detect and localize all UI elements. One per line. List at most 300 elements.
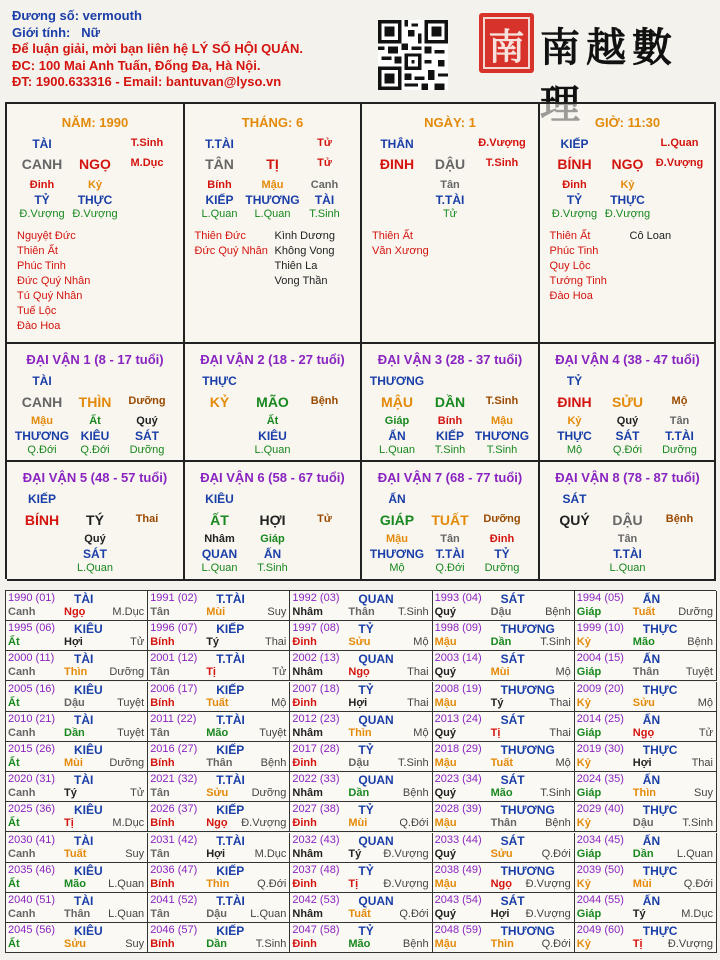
dai-van-title: ĐẠI VẬN 6 (58 - 67 tuổi)	[200, 470, 345, 485]
year-god: SÁT	[500, 652, 525, 667]
year-cell	[433, 591, 575, 621]
year-state: Mộ	[413, 726, 429, 739]
hidden-state: L.Quan	[201, 562, 238, 574]
year-cell	[148, 682, 290, 712]
hidden-god: KIẾP	[205, 193, 234, 207]
year-branch: Thân	[64, 908, 91, 920]
hidden-god: THƯƠNG	[14, 429, 70, 443]
year-label: 2026 (37)	[150, 803, 198, 816]
year-state: L.Quan	[250, 908, 287, 920]
year-stem: Bính	[150, 757, 175, 769]
hidden-stem: Quý	[136, 415, 158, 427]
dai-van-branch: TÝ	[86, 512, 104, 528]
year-state: M.Dục	[112, 606, 145, 618]
year-state: Tuyệt	[117, 726, 145, 739]
year-cell	[575, 802, 717, 832]
year-god: TỶ	[358, 682, 374, 697]
year-state: Thai	[549, 696, 571, 709]
hidden-state: L.Quan	[201, 208, 238, 220]
dai-van-branch: HỢI	[259, 512, 286, 528]
hidden-god: TỶ	[34, 193, 50, 207]
year-branch: Tuất	[348, 908, 371, 920]
year-cell	[290, 893, 432, 923]
hidden-state: L.Quan	[609, 562, 646, 574]
year-state: Mộ	[413, 636, 429, 649]
year-cell	[6, 772, 148, 802]
year-label: 2030 (41)	[8, 833, 56, 846]
star-label-bad: Kình Dương	[274, 230, 335, 242]
hidden-god: TÀI	[314, 193, 335, 207]
year-god: THỰC	[642, 924, 678, 939]
year-stem: Bính	[150, 877, 175, 890]
year-cell	[148, 651, 290, 681]
year-state: Bệnh	[402, 938, 429, 951]
year-stem: Giáp	[576, 787, 602, 800]
pillar-top-god: TÀI	[32, 137, 52, 151]
year-label: 1994 (05)	[576, 592, 624, 604]
year-branch: Sửu	[206, 787, 229, 800]
year-state: Q.Đới	[399, 817, 429, 830]
year-stem: Bính	[150, 636, 175, 649]
year-state: Bệnh	[545, 817, 571, 830]
year-cell	[148, 923, 290, 953]
year-label: 2022 (33)	[292, 773, 340, 786]
dai-van-cell	[362, 462, 540, 581]
year-god: THỰC	[642, 803, 678, 818]
year-god: QUAN	[358, 712, 394, 727]
year-label: 2009 (20)	[576, 682, 624, 695]
year-god: SÁT	[500, 833, 525, 848]
dai-van-god: THƯƠNG	[369, 374, 425, 388]
hidden-stem: Quý	[84, 533, 106, 545]
year-label: 2041 (52)	[150, 894, 198, 906]
year-state: Q.Đới	[257, 877, 287, 890]
hidden-stem: Mậu	[31, 415, 53, 427]
dai-van-title: ĐẠI VẬN 8 (78 - 87 tuổi)	[555, 470, 700, 485]
earthly-branch: DẬU	[434, 156, 466, 172]
dai-van-title: ĐẠI VẬN 5 (48 - 57 tuổi)	[22, 470, 168, 485]
star-label: Văn Xương	[372, 245, 429, 257]
year-cell	[148, 742, 290, 772]
year-god: ẤN	[642, 894, 661, 908]
year-branch: Tị	[64, 817, 74, 830]
year-god: T.TÀI	[216, 592, 245, 606]
year-cell	[148, 802, 290, 832]
year-cell	[433, 621, 575, 651]
year-god: KIẾP	[216, 622, 245, 637]
year-god: THỰC	[642, 743, 678, 757]
heavenly-stem: ĐINH	[379, 156, 415, 172]
gender-line: Giới tính: Nữ	[12, 24, 100, 40]
year-state: Đ.Vượng	[383, 847, 429, 860]
heavenly-stem: BÍNH	[557, 156, 592, 172]
year-branch: Tị	[632, 938, 643, 951]
year-state: T.Sinh	[398, 757, 429, 769]
year-label: 2018 (29)	[434, 743, 482, 755]
year-state: Mộ	[697, 696, 713, 709]
hidden-god: THƯƠNG	[474, 429, 530, 443]
dai-van-branch: THÌN	[78, 394, 112, 410]
year-god: T.TÀI	[216, 894, 245, 908]
hidden-state: L.Quan	[254, 208, 291, 220]
pillar-cell	[7, 104, 185, 344]
year-cell	[6, 742, 148, 772]
year-stem: Nhâm	[292, 787, 323, 800]
year-label: 2046 (57)	[150, 924, 198, 937]
hidden-state: Tử	[442, 208, 458, 220]
star-label: Nguyệt Đức	[17, 230, 76, 242]
year-label: 1991 (02)	[150, 592, 198, 604]
pillar-top-god: KIẾP	[560, 137, 589, 151]
dai-van-branch: DẦN	[434, 394, 466, 410]
year-god: T.TÀI	[216, 712, 245, 727]
dai-van-title: ĐẠI VẬN 4 (38 - 47 tuổi)	[555, 352, 700, 367]
year-god: KIẾP	[216, 682, 245, 697]
year-god: T.TÀI	[216, 652, 245, 667]
year-label: 2003 (14)	[434, 652, 482, 665]
year-cell	[433, 833, 575, 863]
year-cell	[433, 742, 575, 772]
year-label: 2006 (17)	[150, 682, 198, 695]
year-label: 2045 (56)	[8, 924, 56, 937]
year-stem: Ất	[8, 757, 20, 769]
year-state: T.Sinh	[682, 817, 713, 830]
hidden-state: T.Sinh	[434, 444, 466, 456]
year-cell	[575, 682, 717, 712]
dai-van-state: Mộ	[671, 395, 688, 407]
year-god: KIÊU	[74, 924, 103, 939]
year-god: KIẾP	[216, 863, 245, 878]
year-god: TÀI	[74, 652, 94, 667]
year-state: Mộ	[555, 757, 571, 769]
year-label: 2038 (49)	[434, 863, 482, 876]
year-branch: Dần	[206, 938, 227, 951]
year-state: Suy	[267, 606, 287, 618]
year-god: THƯƠNG	[500, 863, 555, 878]
hidden-stem: Đinh	[562, 179, 587, 191]
year-god: T.TÀI	[216, 833, 245, 848]
year-label: 1997 (08)	[292, 622, 340, 635]
year-label: 2001 (12)	[150, 652, 198, 665]
year-god: KIÊU	[74, 743, 103, 757]
hidden-god: KIẾP	[435, 429, 465, 443]
year-label: 2002 (13)	[292, 652, 340, 665]
year-branch: Tuất	[64, 847, 87, 860]
year-stem: Bính	[150, 938, 175, 951]
pillar-top-state: L.Quan	[660, 137, 699, 149]
dai-van-state: Thai	[135, 513, 159, 525]
year-stem: Bính	[150, 696, 175, 709]
year-god: KIÊU	[74, 803, 103, 818]
dai-van-branch: TUẤT	[431, 512, 469, 528]
year-cell	[6, 923, 148, 953]
year-cell	[148, 772, 290, 802]
hidden-state: Đ.Vượng	[604, 208, 651, 220]
dai-van-state: Bệnh	[310, 395, 339, 407]
year-branch: Tị	[206, 666, 216, 679]
year-stem: Mậu	[434, 877, 457, 890]
year-state: Bệnh	[545, 606, 571, 618]
heavenly-stem: TÂN	[205, 156, 234, 172]
year-stem: Đinh	[292, 696, 317, 709]
year-cell	[575, 893, 717, 923]
pillar-top-state: Tử	[317, 137, 332, 149]
year-branch: Mùi	[632, 877, 652, 890]
year-cell	[6, 833, 148, 863]
year-cell	[148, 863, 290, 893]
year-god: ẤN	[642, 652, 661, 667]
dai-van-god: TÀI	[32, 374, 52, 388]
year-cell	[148, 833, 290, 863]
year-branch: Thân	[348, 606, 375, 618]
year-cell	[433, 772, 575, 802]
year-label: 2004 (15)	[576, 652, 624, 665]
hidden-state: T.Sinh	[309, 208, 340, 220]
year-god: KIÊU	[74, 682, 103, 697]
year-state: Suy	[125, 847, 145, 860]
hidden-god: T.TÀI	[435, 547, 465, 561]
hidden-stem: Bính	[437, 415, 463, 427]
hidden-state: Đ.Vượng	[19, 208, 65, 220]
year-label: 2033 (44)	[434, 833, 482, 846]
year-cell	[575, 712, 717, 742]
year-stem: Ất	[8, 636, 20, 649]
dai-van-god: SÁT	[562, 492, 587, 506]
year-cell	[6, 893, 148, 923]
year-state: Tuyệt	[685, 666, 713, 679]
year-branch: Tý	[632, 908, 646, 920]
year-stem: Nhâm	[292, 726, 323, 739]
pillar-title: THÁNG: 6	[241, 115, 304, 130]
year-god: THỰC	[642, 682, 678, 697]
year-branch: Tị	[490, 726, 501, 739]
hidden-god: SÁT	[135, 429, 159, 443]
hidden-state: Mộ	[566, 444, 583, 456]
year-cell	[6, 591, 148, 621]
dai-van-stem: ẤT	[210, 512, 229, 528]
year-stem: Tân	[150, 908, 170, 920]
year-branch: Dần	[348, 787, 370, 800]
year-state: Đ.Vượng	[667, 938, 713, 951]
address-line: ĐC: 100 Mai Anh Tuấn, Đống Đa, Hà Nội.	[12, 57, 261, 73]
year-cell	[6, 621, 148, 651]
year-god: TÀI	[74, 712, 94, 727]
star-label: Tuế Lộc	[17, 305, 57, 317]
year-label: 1998 (09)	[434, 622, 482, 635]
dai-van-stem: QUÝ	[559, 512, 590, 528]
year-branch: Mùi	[490, 666, 510, 679]
year-state: M.Dục	[681, 908, 713, 920]
year-label: 2048 (59)	[434, 924, 482, 937]
year-state: Q.Đới	[541, 847, 571, 860]
year-label: 2042 (53)	[292, 894, 340, 906]
year-stem: Đinh	[292, 757, 317, 769]
year-cell	[575, 591, 717, 621]
year-state: M.Dục	[254, 847, 287, 860]
dai-van-stem: CANH	[21, 394, 63, 410]
year-cell	[148, 893, 290, 923]
hidden-stem: Canh	[310, 179, 339, 191]
year-god: SÁT	[500, 592, 525, 606]
red-seal-stamp: 南	[479, 13, 534, 73]
year-branch: Ngọ	[490, 877, 512, 890]
branch-state: M.Dục	[130, 157, 164, 169]
hidden-stem: Mậu	[261, 179, 284, 191]
hidden-state: T.Sinh	[486, 444, 518, 456]
year-label: 2013 (24)	[434, 712, 482, 725]
pillar-title: NĂM: 1990	[61, 115, 129, 130]
pillar-cell	[540, 104, 717, 344]
dai-van-title: ĐẠI VẬN 1 (8 - 17 tuổi)	[26, 352, 164, 367]
heavenly-stem: CANH	[21, 156, 63, 172]
year-label: 2014 (25)	[576, 712, 624, 725]
hidden-stem: Tân	[617, 533, 638, 545]
star-label: Đào Hoa	[549, 290, 593, 302]
header-info	[12, 8, 303, 91]
year-label: 2032 (43)	[292, 833, 340, 846]
star-label: Đào Hoa	[17, 320, 61, 332]
hidden-stem: Đinh	[489, 533, 515, 545]
year-label: 2029 (40)	[576, 803, 624, 816]
year-cell	[290, 682, 432, 712]
hidden-state: Mộ	[389, 562, 405, 574]
year-stem: Nhâm	[292, 847, 323, 860]
year-cell	[148, 621, 290, 651]
year-branch: Sửu	[490, 847, 513, 860]
hidden-state: Đ.Vượng	[72, 208, 118, 220]
year-stem: Quý	[434, 787, 456, 800]
year-branch: Hợi	[490, 908, 510, 920]
year-branch: Tuất	[490, 757, 513, 769]
year-cell	[6, 802, 148, 832]
year-cell	[6, 651, 148, 681]
year-stem: Mậu	[434, 636, 457, 649]
year-god: KIẾP	[216, 924, 245, 939]
year-label: 2005 (16)	[8, 682, 56, 695]
year-stem: Quý	[434, 726, 456, 739]
year-stem: Tân	[150, 847, 170, 860]
year-state: Q.Đới	[683, 877, 713, 890]
year-label: 1992 (03)	[292, 592, 340, 604]
year-god: TỶ	[358, 743, 374, 757]
dai-van-state: Dưỡng	[128, 395, 166, 407]
year-god: T.TÀI	[216, 773, 245, 788]
year-cell	[290, 651, 432, 681]
year-branch: Hợi	[64, 636, 83, 649]
year-label: 2027 (38)	[292, 803, 340, 816]
dai-van-title: ĐẠI VẬN 3 (28 - 37 tuổi)	[377, 352, 523, 367]
year-state: Dưỡng	[678, 606, 713, 618]
year-god: SÁT	[500, 712, 525, 727]
dai-van-branch: DẬU	[612, 512, 643, 528]
year-state: T.Sinh	[398, 606, 429, 618]
year-state: Tử	[130, 636, 145, 649]
year-branch: Dậu	[348, 757, 370, 769]
year-god: KIÊU	[74, 622, 103, 637]
year-god: TỶ	[358, 924, 374, 939]
hidden-state: Dưỡng	[129, 444, 165, 456]
hidden-god: THỰC	[557, 429, 592, 443]
year-state: Thai	[407, 666, 429, 679]
year-stem: Ất	[8, 817, 20, 830]
year-state: Mộ	[555, 666, 571, 679]
year-branch: Tý	[206, 636, 220, 649]
year-cell	[575, 772, 717, 802]
year-god: THỰC	[642, 622, 678, 637]
pillar-cell	[185, 104, 363, 344]
star-label: Thiên Ất	[549, 230, 591, 242]
year-state: Tử	[130, 787, 145, 800]
dai-van-cell	[362, 344, 540, 462]
year-stem: Nhâm	[292, 666, 323, 679]
star-label-bad: Không Vong	[274, 245, 335, 257]
year-stem: Đinh	[292, 817, 317, 830]
year-stem: Giáp	[576, 908, 602, 920]
year-label: 1990 (01)	[8, 592, 56, 604]
year-cell	[148, 591, 290, 621]
dai-van-cell	[185, 344, 363, 462]
year-label: 2012 (23)	[292, 712, 340, 725]
year-branch: Thìn	[348, 726, 372, 739]
dai-van-stem: MẬU	[381, 394, 413, 410]
hidden-god: TỶ	[566, 193, 583, 207]
year-label: 2007 (18)	[292, 682, 340, 695]
year-state: L.Quan	[676, 847, 713, 860]
owner-line: Đương số: vermouth	[12, 8, 142, 23]
year-label: 2011 (22)	[150, 712, 197, 725]
dai-van-god: ẤN	[388, 492, 406, 506]
year-branch: Hợi	[348, 696, 368, 709]
year-label: 2023 (34)	[434, 773, 482, 786]
year-stem: Kỷ	[576, 696, 591, 709]
year-branch: Thìn	[64, 666, 88, 679]
year-state: T.Sinh	[540, 787, 571, 800]
year-cell	[6, 712, 148, 742]
year-cell	[575, 833, 717, 863]
hidden-god: ẤN	[263, 547, 282, 561]
year-god: TÀI	[74, 773, 94, 788]
year-state: L.Quan	[108, 908, 145, 920]
year-state: Q.Đới	[541, 938, 571, 951]
dai-van-branch: MÃO	[256, 394, 289, 410]
year-god: QUAN	[358, 894, 394, 908]
year-state: Bệnh	[687, 636, 713, 649]
dai-van-stem: ĐINH	[557, 394, 592, 410]
year-god: QUAN	[358, 592, 394, 606]
year-god: SÁT	[500, 773, 525, 788]
year-label: 2043 (54)	[434, 894, 482, 906]
earthly-branch: NGỌ	[611, 156, 644, 172]
year-branch: Mão	[64, 877, 86, 890]
hidden-stem: Kỷ	[87, 179, 103, 191]
year-state: Tử	[698, 726, 713, 739]
year-branch: Thân	[632, 666, 660, 679]
year-cell	[575, 742, 717, 772]
year-state: Tuyệt	[259, 726, 287, 739]
year-god: THƯƠNG	[500, 682, 555, 697]
year-cell	[575, 621, 717, 651]
year-branch: Thân	[490, 817, 517, 830]
year-state: Tuyệt	[117, 696, 145, 709]
year-label: 2017 (28)	[292, 743, 340, 755]
year-cell	[6, 682, 148, 712]
year-state: Đ.Vượng	[525, 908, 571, 920]
hidden-stem: Giáp	[260, 533, 285, 545]
year-label: 2036 (47)	[150, 863, 198, 876]
year-stem: Ất	[8, 938, 20, 951]
hidden-stem: Ất	[89, 415, 101, 427]
year-stem: Tân	[150, 787, 170, 800]
